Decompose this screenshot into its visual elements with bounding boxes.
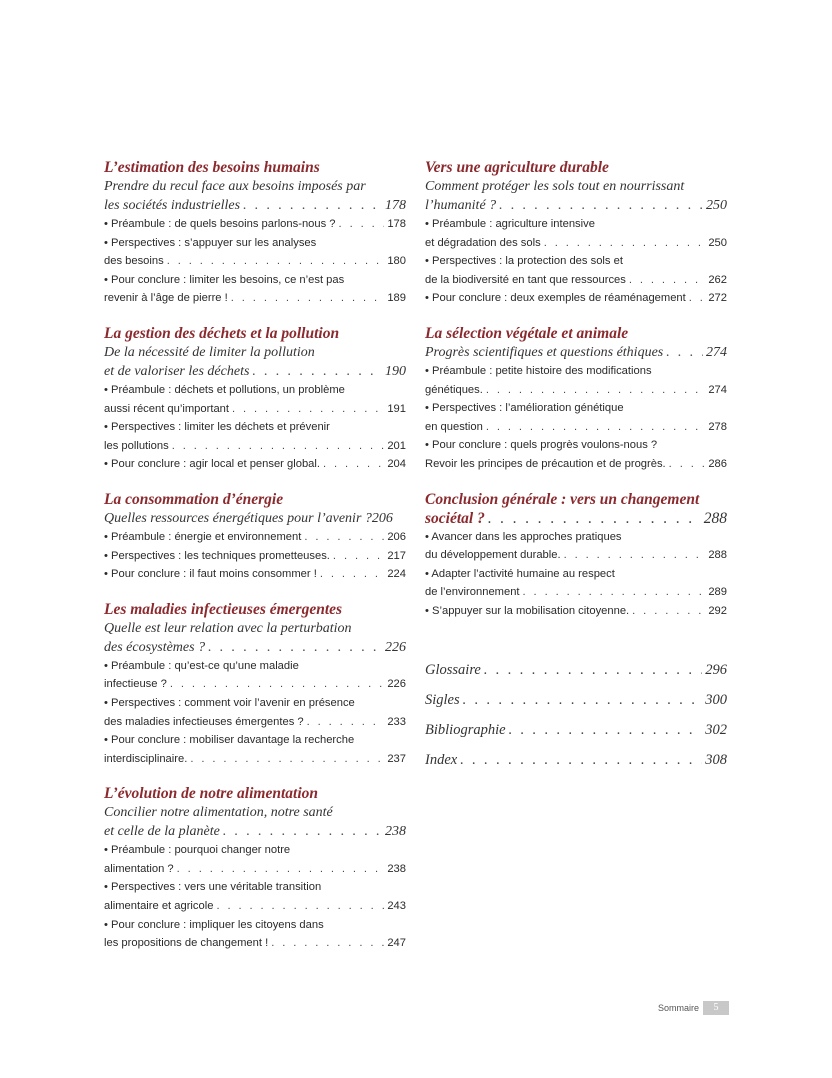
item-text: les pollutions [104, 439, 169, 452]
leader-dots [216, 897, 384, 916]
item-text: • Perspectives : vers une véritable transition [104, 881, 322, 894]
toc-section [104, 490, 406, 584]
page-number: 201 [387, 439, 406, 452]
toc-item[interactable] [425, 602, 727, 621]
leader-dots [252, 362, 382, 381]
item-text: infectieuse ? [104, 678, 167, 691]
item-text: • Préambule : de quels besoins parlons-nous ? [104, 218, 336, 230]
item-text: • Pour conclure : limiter les besoins, ce n’est pas [104, 273, 345, 286]
toc-item[interactable] [425, 565, 727, 602]
toc-item[interactable] [104, 841, 406, 878]
page-number: 250 [706, 198, 727, 213]
item-text: • Pour conclure : impliquer les citoyens dans [104, 918, 324, 931]
toc-item[interactable] [104, 547, 406, 566]
subtitle-line: Comment protéger les sols tout en nourrissant [425, 179, 685, 194]
page-number: 226 [385, 639, 406, 655]
section-title[interactable]: Les maladies infectieuses émergentes [104, 600, 343, 618]
section-title[interactable]: L’évolution de notre alimentation [104, 785, 318, 803]
page-number: 238 [385, 824, 406, 840]
page-number: 206 [387, 530, 406, 543]
toc-section [425, 158, 727, 308]
item-text: les propositions de changement ! [104, 937, 269, 950]
toc-item[interactable] [104, 565, 406, 584]
toc-left-column [104, 158, 406, 969]
subtitle-line: Quelle est leur relation avec la perturbation [104, 620, 352, 636]
page-number: 191 [387, 402, 406, 415]
subtitle-line: Concilier notre alimentation, notre santé [104, 805, 333, 821]
page-number: 206 [371, 510, 393, 526]
section-subtitle [104, 803, 406, 841]
toc-section [104, 324, 406, 474]
subtitle-text: et de valoriser les déchets [104, 363, 250, 379]
toc-item[interactable] [104, 271, 406, 308]
toc-appendix-sigles[interactable] [425, 685, 727, 715]
item-text: • Préambule : qu’est-ce qu’une maladie [104, 659, 299, 672]
page-number: 226 [387, 678, 406, 691]
item-text: • Perspectives : l’amélioration génétique [425, 402, 624, 415]
subtitle-line: De la nécessité de limiter la pollution [104, 344, 315, 360]
subtitle-text: des écosystèmes ? [104, 639, 206, 655]
page-number: 238 [387, 862, 406, 875]
subtitle-entry[interactable] [425, 196, 727, 215]
item-text: du développement durable. [425, 549, 561, 562]
toc-item[interactable] [104, 455, 406, 474]
page-number: 204 [387, 458, 406, 471]
section-title[interactable]: La consommation d’énergie [104, 490, 284, 508]
item-text: • Avancer dans les approches pratiques [425, 530, 622, 543]
toc-item[interactable] [104, 694, 406, 731]
item-text: des maladies infectieuses émergentes ? [104, 715, 304, 728]
leader-dots [170, 675, 385, 694]
toc-item[interactable] [104, 657, 406, 694]
footer-page-number: 5 [703, 1001, 729, 1015]
toc-item[interactable] [104, 418, 406, 455]
leader-dots [172, 437, 385, 456]
section-subtitle [425, 177, 727, 215]
item-text: • Préambule : pourquoi changer notre [104, 844, 291, 857]
page-number: 308 [705, 751, 727, 768]
toc-appendix-bibliography[interactable] [425, 715, 727, 745]
toc-right-column [425, 158, 727, 775]
section-subtitle [425, 343, 727, 362]
appendix-label: Sigles [425, 691, 460, 708]
page-number: 286 [708, 457, 727, 470]
item-text: interdisciplinaire. [104, 752, 188, 765]
page-number: 274 [706, 344, 727, 360]
toc-section [104, 600, 406, 769]
item-text: • Perspectives : les techniques prometteuses. [104, 549, 330, 562]
page-number: 237 [387, 752, 406, 765]
page-number: 302 [705, 721, 727, 738]
leader-dots [486, 418, 705, 437]
section-subtitle [104, 177, 406, 215]
page-number: 250 [708, 236, 727, 249]
leader-dots [223, 822, 382, 841]
subtitle-entry[interactable] [104, 822, 406, 841]
item-text: Revoir les principes de précaution et de progrès. [425, 457, 666, 470]
toc-section [104, 158, 406, 308]
page-number: 272 [708, 292, 727, 305]
page-number: 278 [708, 420, 727, 433]
item-text: • Préambule : déchets et pollutions, un problème [104, 383, 345, 396]
page-number: 274 [708, 383, 727, 396]
toc-item[interactable] [104, 528, 406, 547]
section-title-text: sociétal ? [425, 509, 485, 527]
toc-item[interactable] [104, 234, 406, 271]
leader-dots [629, 271, 705, 290]
toc-item[interactable] [425, 289, 727, 308]
leader-dots [460, 745, 702, 775]
item-text: • Pour conclure : agir local et penser global. [104, 458, 320, 471]
leader-dots [544, 234, 706, 253]
item-text: de la biodiversité en tant que ressources [425, 273, 626, 286]
toc-item[interactable] [104, 381, 406, 418]
item-text: génétiques. [425, 383, 483, 396]
appendix-label: Glossaire [425, 661, 481, 678]
item-text: • Perspectives : comment voir l’avenir en présence [104, 696, 355, 709]
leader-dots [666, 343, 703, 362]
toc-section [425, 490, 727, 621]
leader-dots [669, 455, 706, 474]
item-text: de l’environnement [425, 586, 520, 599]
item-text: alimentaire et agricole [104, 900, 214, 913]
leader-dots [323, 455, 384, 474]
subtitle-entry[interactable] [104, 196, 406, 215]
section-subtitle [104, 343, 406, 381]
subtitle-text: les sociétés industrielles [104, 198, 241, 213]
section-title[interactable]: Vers une agriculture durable [425, 159, 609, 176]
page-number: 217 [387, 549, 406, 562]
leader-dots [232, 400, 384, 419]
item-text: des besoins [104, 255, 164, 268]
section-title[interactable]: Conclusion générale : vers un changement [425, 490, 700, 508]
toc-appendix-index[interactable] [425, 745, 727, 775]
item-text: • Adapter l’activité humaine au respect [425, 567, 615, 580]
section-title-entry[interactable] [425, 509, 727, 528]
item-text: • Pour conclure : il faut moins consommer ! [104, 568, 317, 581]
subtitle-entry[interactable] [104, 362, 406, 381]
section-title[interactable]: La sélection végétale et animale [425, 324, 629, 342]
item-text: alimentation ? [104, 862, 174, 875]
leader-dots [509, 715, 703, 745]
section-title[interactable]: La gestion des déchets et la pollution [104, 324, 340, 342]
leader-dots [307, 713, 385, 732]
leader-dots [463, 685, 703, 715]
page-number: 288 [703, 509, 727, 527]
page-number: 262 [708, 273, 727, 286]
toc-item[interactable] [104, 916, 406, 953]
item-text: • S’appuyer sur la mobilisation citoyenne. [425, 604, 630, 617]
toc-item[interactable] [425, 252, 727, 289]
subtitle-entry[interactable] [104, 509, 406, 528]
leader-dots [243, 196, 382, 215]
item-text: revenir à l’âge de pierre ! [104, 292, 228, 305]
toc-item[interactable] [104, 731, 406, 768]
leader-dots [484, 655, 702, 685]
leader-dots [231, 289, 385, 308]
leader-dots [271, 934, 384, 953]
leader-dots [190, 750, 384, 769]
leader-dots [339, 215, 385, 234]
leader-dots [632, 602, 705, 621]
item-text: et dégradation des sols [425, 236, 541, 249]
page-number: 289 [708, 586, 727, 599]
item-text: • Perspectives : la protection des sols et [425, 255, 623, 268]
item-text: • Perspectives : s’appuyer sur les analyses [104, 236, 317, 249]
page-number: 224 [387, 568, 406, 581]
page-number: 190 [385, 363, 406, 379]
section-subtitle [104, 509, 406, 528]
item-text: • Perspectives : limiter les déchets et prévenir [104, 421, 330, 434]
toc-item[interactable] [425, 436, 727, 473]
page-number: 300 [705, 691, 727, 708]
subtitle-text: Quelles ressources énergétiques pour l’avenir ? [104, 510, 372, 526]
page-number: 292 [708, 604, 727, 617]
toc-item[interactable] [104, 878, 406, 915]
toc-item[interactable] [425, 215, 727, 252]
subtitle-text: l’humanité ? [425, 198, 497, 213]
leader-dots [304, 528, 384, 547]
page-footer [658, 1001, 729, 1015]
page-number: 233 [387, 715, 406, 728]
toc-item[interactable] [425, 362, 727, 399]
subtitle-line: Prendre du recul face aux besoins imposés par [104, 179, 366, 194]
toc-item[interactable] [104, 215, 406, 234]
page-number: 178 [387, 218, 406, 230]
item-text: • Pour conclure : mobiliser davantage la recherche [104, 734, 355, 747]
item-text: • Préambule : petite histoire des modifications [425, 364, 652, 377]
page-number: 243 [387, 900, 406, 913]
leader-dots [333, 547, 384, 566]
section-subtitle [104, 619, 406, 657]
item-text: • Préambule : énergie et environnement [104, 530, 302, 543]
page-number: 247 [387, 937, 406, 950]
toc-appendix-glossary[interactable] [425, 655, 727, 685]
leader-dots [486, 381, 705, 400]
subtitle-entry[interactable] [104, 638, 406, 657]
page-number: 189 [387, 292, 406, 305]
footer-label: Sommaire [658, 1003, 700, 1013]
page-number: 180 [387, 255, 406, 268]
leader-dots [320, 565, 384, 584]
toc-appendix-list [425, 655, 727, 775]
item-text: • Pour conclure : deux exemples de réaménagement [425, 292, 686, 305]
leader-dots [488, 509, 701, 528]
item-text: • Préambule : agriculture intensive [425, 218, 595, 230]
appendix-label: Index [425, 751, 458, 768]
leader-dots [177, 860, 385, 879]
toc-item[interactable] [425, 399, 727, 436]
item-text: • Pour conclure : quels progrès voulons-nous ? [425, 439, 658, 452]
page-number: 288 [708, 549, 727, 562]
leader-dots [167, 252, 385, 271]
subtitle-text: et celle de la planète [104, 824, 220, 840]
item-text: en question [425, 420, 483, 433]
page-number: 296 [705, 661, 727, 678]
section-title[interactable]: L’estimation des besoins humains [104, 159, 320, 176]
toc-item[interactable] [425, 528, 727, 565]
leader-dots [564, 546, 706, 565]
leader-dots [523, 583, 706, 602]
leader-dots [208, 638, 382, 657]
toc-section [425, 324, 727, 474]
appendix-label: Bibliographie [425, 721, 506, 738]
item-text: aussi récent qu’important [104, 402, 229, 415]
toc-section [104, 784, 406, 953]
subtitle-entry[interactable] [425, 343, 727, 362]
leader-dots [689, 289, 706, 308]
page-number: 178 [385, 198, 406, 213]
subtitle-text: Progrès scientifiques et questions éthiques [425, 344, 664, 360]
leader-dots [499, 196, 703, 215]
